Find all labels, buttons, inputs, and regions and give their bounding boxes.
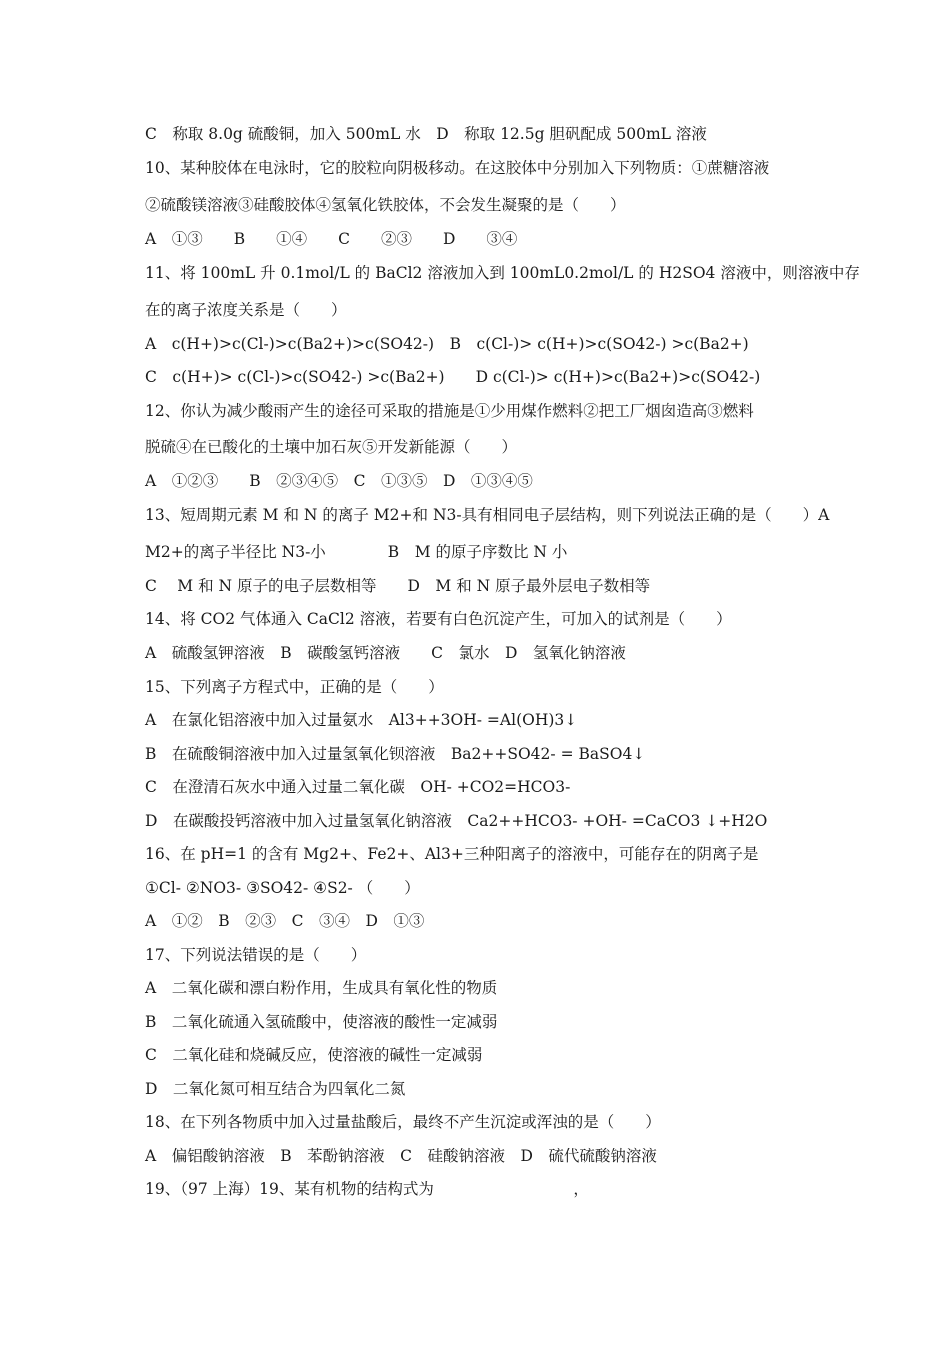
text-line: 19、（97 上海）19、某有机物的结构式为 ，	[145, 1180, 589, 1198]
text-line: M2+的离子半径比 N3-小 B M 的原子序数比 N 小	[145, 543, 568, 561]
text-line: 17、下列说法错误的是（ ）	[145, 946, 367, 964]
text-line: A ①③ B ①④ C ②③ D ③④	[145, 230, 518, 248]
text-line: A c(H+)>c(Cl-)>c(Ba2+)>c(SO42-) B c(Cl-)> c(H+)>c(SO42-) >c(Ba2+)	[145, 335, 749, 353]
text-line: B 在硫酸铜溶液中加入过量氢氧化钡溶液 Ba2++SO42- = BaSO4↓	[145, 745, 646, 763]
text-line: A 在氯化铝溶液中加入过量氨水 Al3++3OH- =Al(OH)3↓	[145, 711, 578, 729]
text-line: 15、下列离子方程式中，正确的是（ ）	[145, 678, 444, 696]
text-line: 11、将 100mL 升 0.1mol/L 的 BaCl2 溶液加入到 100mL0.2mol/L 的 H2SO4 溶液中，则溶液中存	[145, 264, 860, 282]
text-line: ②硫酸镁溶液③硅酸胶体④氢氧化铁胶体，不会发生凝聚的是（ ）	[145, 196, 626, 214]
text-line: C 二氧化硅和烧碱反应，使溶液的碱性一定减弱	[145, 1046, 483, 1064]
text-line: C M 和 N 原子的电子层数相等 D M 和 N 原子最外层电子数相等	[145, 577, 651, 595]
text-line: 13、短周期元素 M 和 N 的离子 M2+和 N3-具有相同电子层结构，则下列说法正确的是（ ）A	[145, 506, 830, 524]
text-line: A ①② B ②③ C ③④ D ①③	[145, 912, 425, 930]
text-line: 在的离子浓度关系是（ ）	[145, 301, 347, 319]
text-line: ①Cl- ②NO3- ③SO42- ④S2- （ ）	[145, 879, 420, 897]
text-line: D 二氧化氮可相互结合为四氧化二氮	[145, 1080, 406, 1098]
text-line: A ①②③ B ②③④⑤ C ①③⑤ D ①③④⑤	[145, 472, 533, 490]
text-line: 18、在下列各物质中加入过量盐酸后，最终不产生沉淀或浑浊的是（ ）	[145, 1113, 661, 1131]
text-line: 14、将 CO2 气体通入 CaCl2 溶液，若要有白色沉淀产生，可加入的试剂是（ ）	[145, 610, 732, 628]
text-line: C c(H+)> c(Cl-)>c(SO42-) >c(Ba2+) D c(Cl-)> c(H+)>c(Ba2+)>c(SO42-)	[145, 368, 761, 386]
text-line: 16、在 pH=1 的含有 Mg2+、Fe2+、Al3+三种阳离子的溶液中，可能存在的阴离子是	[145, 845, 759, 863]
text-line: 脱硫④在已酸化的土壤中加石灰⑤开发新能源（ ）	[145, 438, 518, 456]
text-line: B 二氧化硫通入氢硫酸中，使溶液的酸性一定减弱	[145, 1013, 498, 1031]
text-line: A 偏铝酸钠溶液 B 苯酚钠溶液 C 硅酸钠溶液 D 硫代硫酸钠溶液	[145, 1147, 657, 1165]
text-line: C 称取 8.0g 硫酸铜，加入 500mL 水 D 称取 12.5g 胆矾配成 500mL 溶液	[145, 125, 707, 143]
text-line: A 二氧化碳和漂白粉作用，生成具有氧化性的物质	[145, 979, 498, 997]
text-line: 10、某种胶体在电泳时，它的胶粒向阴极移动。在这胶体中分别加入下列物质：①蔗糖溶液	[145, 159, 770, 177]
text-line: C 在澄清石灰水中通入过量二氧化碳 OH- +CO2=HCO3-	[145, 778, 571, 796]
text-line: 12、你认为减少酸雨产生的途径可采取的措施是①少用煤作燃料②把工厂烟囱造高③燃料	[145, 402, 754, 420]
text-line: A 硫酸氢钾溶液 B 碳酸氢钙溶液 C 氯水 D 氢氧化钠溶液	[145, 644, 626, 662]
text-line: D 在碳酸投钙溶液中加入过量氢氧化钠溶液 Ca2++HCO3- +OH- =CaCO3 ↓+H2O	[145, 812, 768, 830]
